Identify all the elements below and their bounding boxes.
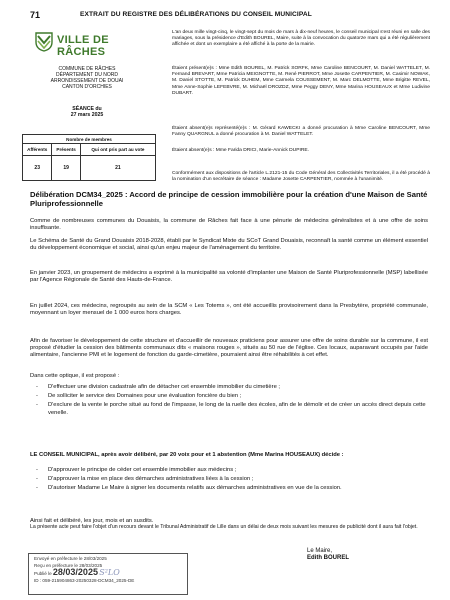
page-number: 71 — [30, 10, 41, 20]
header-presents: Présents — [52, 144, 80, 156]
paragraph-4: En juillet 2024, ces médecins, regroupés au sein de la SCM « Les Totems », ont été accueillis provisoirement dans la Presbytère, propriété communale, moyennant un loyer mensuel de 1 000 euros hors charges. — [30, 303, 428, 317]
decision-item: - D'approuver la mise en place des démarches administratives liées à la cession ; — [30, 476, 428, 483]
seance-day: 27 mars 2025 — [70, 112, 104, 119]
prefecture-stamp — [28, 553, 188, 595]
commune-info — [28, 66, 146, 90]
paragraph-2: Le Schéma de Santé du Grand Douaisis 2018-2028, établi par le Syndicat Mixte du SCoT Grand Douaisis, reconnaît la santé comme un élément essentiel du développement économique et social, ainsi qu'un enjeu majeur de l'aménagement du territoire. — [30, 238, 428, 252]
canton: CANTON D'ORCHIES — [62, 84, 112, 90]
header-votants: Qui ont pris part au vote — [80, 144, 155, 156]
logo-text: VILLE DE RÂCHES — [57, 34, 109, 58]
decision-item: - D'approuver le principe de céder cet ensemble immobilier aux médecins ; — [30, 467, 428, 474]
closing-formula: Ainsi fait et délibéré, les jour, mois et an susdits. — [30, 518, 154, 524]
proposal-list — [30, 384, 428, 419]
stamp-published-label: Publié le — [34, 571, 52, 577]
seance-date — [28, 106, 146, 119]
members-table-caption: Nombre de membres — [23, 135, 156, 144]
stamp-sent: Envoyé en préfecture le 28/03/2025 — [34, 556, 107, 561]
stamp-published-date: 28/03/2025 — [52, 567, 98, 578]
stamp-received: Reçu en préfecture le 28/03/2025 — [34, 562, 103, 568]
mayor-signature — [307, 548, 349, 563]
value-afferents: 23 — [23, 156, 52, 181]
proposal-item: - D'effectuer une division cadastrale afin de détacher cet ensemble immobilier du cimetière ; — [30, 384, 428, 391]
intro-text: L'an deux mille vingt-cinq, le vingt-sept du mois de mars à dix-neuf heures, le conseil municipal s'est réuni en salle des mariages, sous la présidence d'Edith BOUREL, Maire, suite à la convocation du quatorze mars qui a été régulièrement affichée et dont un exemplaire a été affiché à la porte de la mairie. — [172, 30, 430, 48]
commune-name: COMMUNE DE RÂCHES — [58, 66, 116, 72]
paragraph-1: Comme de nombreuses communes du Douaisis, la commune de Râches fait face à une pénurie de médecins généralistes et à une offre de soins insuffisante. — [30, 218, 428, 232]
proposal-intro: Dans cette optique, il est proposé : — [30, 373, 120, 379]
stamp-id: ID : 059-215904863-20250328-DCM34_2025-DE — [34, 577, 135, 583]
arrondissement: ARRONDISSEMENT DE DOUAI — [50, 78, 124, 84]
members-table — [22, 134, 156, 181]
council-decision: LE CONSEIL MUNICIPAL, après avoir délibéré, par 20 voix pour et 1 abstention (Mme Marina HOUSEAUX) décide : — [30, 452, 344, 458]
paragraph-3: En janvier 2023, un groupement de médecins a exprimé à la municipalité sa volonté d'implanter une Maison de Santé Pluriprofessionnelle (MSP) labellisée par l'Agence Régionale de Santé des Hauts-de-France. — [30, 270, 428, 284]
proposal-item: - D'exclure de la vente le porche situé au fond de l'impasse, le long de la ruelle des écoles, afin de le démolir et de créer un accès direct depuis cette venelle. — [30, 402, 428, 416]
closing-text — [30, 518, 428, 531]
presents-list: Étaient présent(e)s : Mme Edith BOUREL, M. Patrick SORFK, Mme Caroline BENCOURT, M. Daniel WATTELET, M. Fernand BREVART, Mme Patricia MEIGNOTTE, M. René PIERROT, Mme Josette CARPENTIER, M. Casimir NOWAK, M. Daniel STOTTE, M. Patrick DUHEM, Mme Carmela COUSSEMENT, M. Marc DELMOTTE, Mme Brigitte REVEL, Mme Anne-Sophie LEFEBVRE, M. Michaël DROZDZ, Mme Peggy DENY, Mme Marina HOUSEAUX et Mme Ludivine DUBART. — [172, 66, 430, 96]
value-votants: 21 — [80, 156, 155, 181]
signature-name: Edith BOUREL — [307, 555, 349, 562]
town-crest-icon — [35, 32, 53, 52]
absents-represented: Étaient absent(e)s représenté(e)s : M. Gérard KAWECKI a donné procuration à Mme Caroline BENCOURT, Mme Fanny QUARGNUL a donné procuration à M. Daniel WATTELET. — [172, 126, 430, 138]
appeal-notice: La présente acte peut faire l'objet d'un recours devant le Tribunal Administratif de Lille dans un délai de deux mois suivant les mesures de publicité dont il aura fait l'objet. — [30, 524, 418, 531]
paragraph-5: Afin de favoriser le développement de cette structure et d'accueillir de nouveaux praticiens pour assurer une offre de soins durable sur la commune, il est proposé d'étudier la cession des bâtiments communaux dits « maisons rouges », situés au 50 rue de l'église. Ces locaux, auparavant occupés par l'aide alimentaire, l'ancienne PMI et le logement de fonction du garde-cimetière, pourraient ainsi être réhabilités à cet effet. — [30, 338, 428, 359]
register-header-title: EXTRAIT DU REGISTRE DES DÉLIBÉRATIONS DU CONSEIL MUNICIPAL — [80, 11, 312, 18]
deliberation-title: Délibération DCM34_2025 : Accord de principe de cession immobilière pour la création d'une Maison de Santé Pluriprofessionnelle — [30, 190, 428, 209]
stamp-published — [34, 569, 182, 578]
absents-list: Étaient absent(e)s : Mme Farida DRICI, Marie-Annick DUPIRE. — [172, 148, 309, 153]
proposal-item: - De solliciter le service des Domaines pour une évaluation foncière du bien ; — [30, 393, 428, 400]
stamp-slo-mark: S²LO — [99, 568, 120, 578]
decision-item: - D'autoriser Madame Le Maire à signer les documents relatifs aux démarches administratives en vue de la cession. — [30, 485, 428, 492]
department: DÉPARTEMENT DU NORD — [56, 72, 118, 78]
header-afferents: Afférents — [23, 144, 52, 156]
value-presents: 19 — [52, 156, 80, 181]
town-logo — [35, 30, 155, 58]
signature-title: Le Maire, — [307, 548, 333, 554]
seance-label: SÉANCE du — [72, 106, 102, 112]
secretary-note: Conformément aux dispositions de l'article L.2121-15 du Code Général des Collectivités Territoriales, il a été procédé à la nomination d'un secrétaire de séance : Madame Josette CARPENTIER, nommée à l'unanimité. — [172, 171, 430, 183]
decision-list — [30, 467, 428, 495]
